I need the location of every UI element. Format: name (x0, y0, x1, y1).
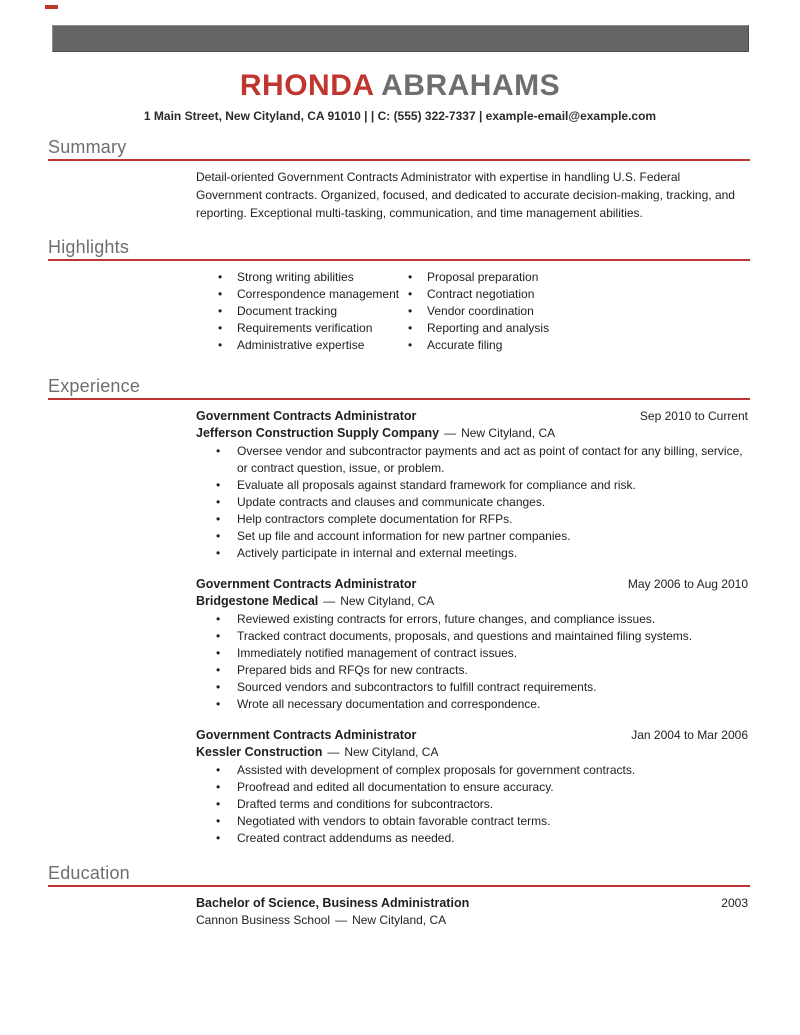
section-heading-summary: Summary (48, 137, 127, 157)
bullet-item: • Prepared bids and RFQs for new contracts. (196, 662, 748, 679)
experience-entry (196, 727, 748, 847)
job-dates: Sep 2010 to Current (639, 409, 748, 423)
degree-title: Bachelor of Science, Business Administration (196, 896, 470, 910)
job-bullet-list (196, 762, 748, 847)
bullet-item: • Immediately notified management of contract issues. (196, 645, 748, 662)
corner-mark (45, 5, 58, 9)
education-entry (196, 895, 748, 929)
job-location: New Cityland, CA (344, 745, 439, 759)
experience-entry (196, 408, 748, 562)
highlight-item: • Document tracking (196, 303, 408, 320)
bullet-item: • Help contractors complete documentation for RFPs. (196, 511, 748, 528)
bullet-item: • Set up file and account information for new partner companies. (196, 528, 748, 545)
bullet-item: • Proofread and edited all documentation to ensure accuracy. (196, 779, 748, 796)
job-company: Kessler Construction (196, 745, 323, 759)
bullet-item: • Tracked contract documents, proposals, and questions and maintained filing systems. (196, 628, 748, 645)
bullet-item: • Negotiated with vendors to obtain favorable contract terms. (196, 813, 748, 830)
highlights-column-2 (408, 269, 549, 354)
job-location: New Cityland, CA (340, 594, 435, 608)
experience-entry (196, 576, 748, 713)
highlight-item: • Strong writing abilities (196, 269, 408, 286)
bullet-item: • Reviewed existing contracts for errors, future changes, and compliance issues. (196, 611, 748, 628)
bullet-item: • Evaluate all proposals against standard framework for compliance and risk. (196, 477, 748, 494)
job-title: Government Contracts Administrator (196, 409, 417, 423)
job-title: Government Contracts Administrator (196, 728, 417, 742)
header-banner-bar (52, 25, 749, 52)
section-heading-highlights: Highlights (48, 237, 130, 257)
section-heading-education: Education (48, 863, 130, 883)
bullet-item: • Assisted with development of complex proposals for government contracts. (196, 762, 748, 779)
section-heading-experience: Experience (48, 376, 141, 396)
highlight-item: • Accurate filing (408, 337, 549, 354)
job-company: Bridgestone Medical (196, 594, 319, 608)
highlight-item: • Proposal preparation (408, 269, 549, 286)
candidate-name (0, 69, 800, 103)
highlight-item: • Reporting and analysis (408, 320, 549, 337)
section-divider (48, 885, 750, 887)
bullet-item: • Update contracts and clauses and communicate changes. (196, 494, 748, 511)
highlight-item: • Contract negotiation (408, 286, 549, 303)
section-divider (48, 159, 750, 161)
job-location: New Cityland, CA (461, 426, 556, 440)
section-divider (48, 259, 750, 261)
job-company: Jefferson Construction Supply Company (196, 426, 440, 440)
dash-separator: — (327, 745, 340, 759)
job-bullet-list (196, 611, 748, 713)
contact-info: 1 Main Street, New Cityland, CA 91010 | | C: (555) 322-7337 | example-email@example.com (143, 109, 657, 123)
highlight-item: • Administrative expertise (196, 337, 408, 354)
job-dates: May 2006 to Aug 2010 (627, 577, 748, 591)
summary-text: Detail-oriented Government Contracts Administrator with expertise in handling U.S. Federal Government contracts. Organized, focused, and dedicated to accurate decision-making, tracking, and reporting. Exceptional multi-tasking, communication, and time management abilities. (196, 170, 735, 220)
school-name: Cannon Business School (196, 913, 331, 927)
bullet-item: • Created contract addendums as needed. (196, 830, 748, 847)
school-location: New Cityland, CA (352, 913, 447, 927)
job-title: Government Contracts Administrator (196, 577, 417, 591)
highlight-item: • Requirements verification (196, 320, 408, 337)
highlight-item: • Vendor coordination (408, 303, 549, 320)
job-bullet-list (196, 443, 748, 562)
bullet-item: • Drafted terms and conditions for subcontractors. (196, 796, 748, 813)
last-name: ABRAHAMS (381, 69, 561, 102)
highlights-column-1 (196, 269, 408, 354)
job-dates: Jan 2004 to Mar 2006 (631, 728, 748, 742)
section-divider (48, 398, 750, 400)
section-highlights (48, 237, 750, 354)
section-experience (48, 376, 750, 847)
bullet-item: • Oversee vendor and subcontractor payments and act as point of contact for any billing, service, or contract question, issue, or problem. (196, 443, 748, 477)
dash-separator: — (444, 426, 457, 440)
section-summary (48, 137, 750, 222)
highlight-item: • Correspondence management (196, 286, 408, 303)
section-education (48, 863, 750, 929)
dash-separator: — (323, 594, 336, 608)
bullet-item: • Actively participate in internal and external meetings. (196, 545, 748, 562)
bullet-item: • Wrote all necessary documentation and correspondence. (196, 696, 748, 713)
highlights-columns (196, 269, 748, 354)
graduation-year: 2003 (721, 896, 748, 910)
dash-separator: — (335, 913, 348, 927)
first-name: RHONDA (239, 69, 374, 102)
bullet-item: • Sourced vendors and subcontractors to fulfill contract requirements. (196, 679, 748, 696)
